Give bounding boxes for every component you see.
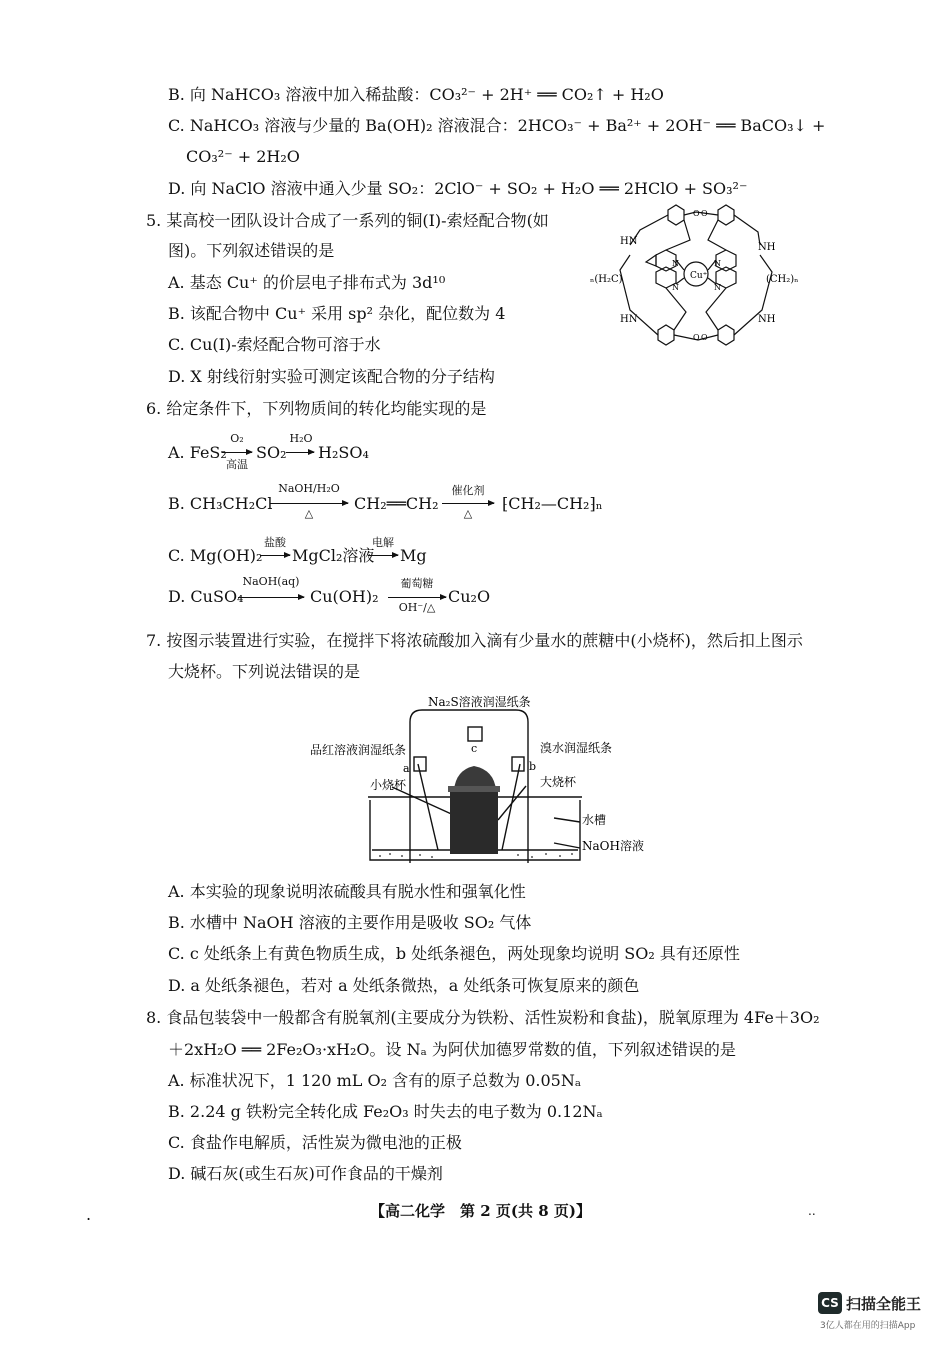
q8-option-b: B. 2.24 g 铁粉完全转化成 Fe₂O₃ 时失去的电子数为 0.12Nₐ [168, 1102, 603, 1121]
footer-dot-right: .. [808, 1204, 816, 1218]
q6-b-start: B. CH₃CH₂Cl [168, 494, 273, 513]
q8-option-a: A. 标准状况下，1 120 mL O₂ 含有的原子总数为 0.05Nₐ [168, 1071, 582, 1090]
fig5-label-9: N [672, 283, 679, 292]
q6-b-end: ⁅CH₂—CH₂⁆ₙ [502, 494, 603, 513]
fig7-label-big: 大烧杯 [540, 775, 577, 789]
q6-c-above1: 盐酸 [264, 536, 286, 549]
q6-b-below1: △ [304, 507, 314, 520]
apparatus-diagram [310, 690, 660, 875]
q7-stem-line1: 7. 按图示装置进行实验，在搅拌下将浓硫酸加入滴有少量水的蔗糖中(小烧杯)，然后扣上图示 [146, 631, 803, 650]
q6-b-mid: CH₂══CH₂ [354, 494, 439, 513]
q6-d-above1: NaOH(aq) [242, 575, 300, 588]
fig7-label-c: c [471, 742, 478, 755]
fig5-label-6: Cu⁺ [690, 271, 708, 281]
fig5-label-4: ₙ(H₂C) [590, 274, 623, 285]
fig5-label-2b: HN [620, 314, 638, 325]
q6-a-end: H₂SO₄ [318, 443, 369, 462]
fig5-label-2: HN [620, 236, 638, 247]
q6-a-above1: O₂ [230, 432, 244, 445]
q6-d-arrow2 [388, 597, 446, 598]
fig7-label-left: 品红溶液润湿纸条 [310, 743, 407, 757]
q6-c-arrow2 [368, 555, 398, 556]
q6-b-below2: △ [463, 507, 473, 520]
q7-option-b: B. 水槽中 NaOH 溶液的主要作用是吸收 SO₂ 气体 [168, 913, 532, 932]
page-footer: 【高二化学 第 2 页(共 8 页)】 [370, 1202, 591, 1220]
q6-a-mid: SO₂ [256, 443, 287, 462]
cs-tagline: 3亿人都在用的扫描App [820, 1321, 916, 1331]
q6-c-end: Mg [400, 546, 427, 565]
fig5-label-0: NH [758, 242, 776, 253]
q6-d-arrow1 [238, 597, 304, 598]
q6-c-mid: MgCl₂溶液 [292, 546, 375, 565]
fig7-label-trough: 水槽 [582, 813, 607, 827]
q6-b-above1: NaOH/H₂O [278, 482, 340, 495]
scanner-watermark [818, 1290, 942, 1334]
fig5-label-10: N [714, 283, 721, 292]
q5-stem-line1: 5. 某高校一团队设计合成了一系列的铜(Ⅰ)-索烃配合物(如 [146, 211, 549, 230]
q6-a-below1: 高温 [226, 458, 248, 471]
q5-option-a: A. 基态 Cu⁺ 的价层电子排布式为 3d¹⁰ [168, 273, 446, 292]
q4-option-d: D. 向 NaClO 溶液中通入少量 SO₂：2ClO⁻ + SO₂ + H₂O ══ 2HClO + SO₃²⁻ [168, 179, 748, 198]
q6-d-mid: Cu(OH)₂ [310, 587, 379, 606]
q6-c-start: C. Mg(OH)₂ [168, 546, 263, 565]
q8-stem-line1: 8. 食品包装袋中一般都含有脱氧剂(主要成分为铁粉、活性炭粉和食盐)，脱氧原理为 4Fe＋3O₂ [146, 1008, 820, 1027]
q6-b-arrow2 [442, 503, 494, 504]
catenane-structure-diagram [590, 200, 805, 350]
q6-c-arrow1 [260, 555, 290, 556]
q6-a-arrow1 [222, 452, 252, 453]
q4-option-c-line1: C. NaHCO₃ 溶液与少量的 Ba(OH)₂ 溶液混合：2HCO₃⁻ + Ba²⁺ + 2OH⁻ ══ BaCO₃↓ + [168, 116, 826, 135]
q4-option-c-line2: CO₃²⁻ + 2H₂O [186, 147, 300, 166]
q7-option-d: D. a 处纸条褪色，若对 a 处纸条微热，a 处纸条可恢复原来的颜色 [168, 976, 640, 995]
q6-d-start: D. CuSO₄ [168, 587, 244, 606]
q8-stem-line2: ＋2xH₂O ══ 2Fe₂O₃·xH₂O。设 Nₐ 为阿伏加德罗常数的值，下列叙述错误的是 [168, 1040, 736, 1059]
q6-a-above2: H₂O [289, 432, 313, 445]
fig5-label-7: N [672, 259, 679, 268]
fig7-label-top: Na₂S溶液润湿纸条 [428, 695, 531, 709]
q6-c-above2: 电解 [372, 536, 394, 549]
q8-option-d: D. 碱石灰(或生石灰)可作食品的干燥剂 [168, 1164, 443, 1183]
q6-a-arrow2 [286, 452, 314, 453]
fig5-label-12: O [701, 209, 708, 218]
q7-stem-line2: 大烧杯。下列说法错误的是 [168, 662, 361, 681]
q6-b-arrow1 [270, 503, 348, 504]
fig5-label-14: O [701, 333, 708, 342]
q6-stem: 6. 给定条件下，下列物质间的转化均能实现的是 [146, 399, 487, 418]
q7-option-c: C. c 处纸条上有黄色物质生成，b 处纸条褪色，两处现象均说明 SO₂ 具有还原性 [168, 944, 740, 963]
q5-option-d: D. X 射线衍射实验可测定该配合物的分子结构 [168, 367, 495, 386]
cs-app-name: 扫描全能王 [846, 1295, 922, 1313]
fig7-label-naoh: NaOH溶液 [582, 839, 644, 853]
fig7-label-small: 小烧杯 [370, 778, 407, 792]
fig5-label-1: NH [758, 314, 776, 325]
fig7-label-right: 溴水润湿纸条 [540, 741, 613, 755]
fig5-label-11: O [693, 209, 700, 218]
q6-d-below2: OH⁻/△ [398, 601, 436, 614]
q6-d-above2: 葡萄糖 [400, 577, 434, 590]
q8-option-c: C. 食盐作电解质，活性炭为微电池的正极 [168, 1133, 462, 1152]
q4-option-b: B. 向 NaHCO₃ 溶液中加入稀盐酸：CO₃²⁻ + 2H⁺ ══ CO₂↑ + H₂O [168, 85, 664, 104]
q5-stem-line2: 图)。下列叙述错误的是 [168, 241, 335, 260]
footer-dot-left: . [86, 1205, 92, 1224]
q6-b-above2: 催化剂 [451, 484, 485, 497]
q5-option-c: C. Cu(Ⅰ)-索烃配合物可溶于水 [168, 335, 381, 354]
fig5-label-5: (CH₂)ₙ [766, 274, 799, 285]
q6-d-end: Cu₂O [448, 587, 491, 606]
fig7-label-a: a [403, 762, 410, 775]
fig5-label-13: O [693, 333, 700, 342]
cs-logo: CS [818, 1292, 842, 1314]
fig5-label-8: N [714, 259, 721, 268]
q6-a-start: A. FeS₂ [168, 443, 227, 462]
q7-option-a: A. 本实验的现象说明浓硫酸具有脱水性和强氧化性 [168, 882, 526, 901]
q5-option-b: B. 该配合物中 Cu⁺ 采用 sp² 杂化，配位数为 4 [168, 304, 506, 323]
fig7-label-b: b [529, 760, 537, 773]
